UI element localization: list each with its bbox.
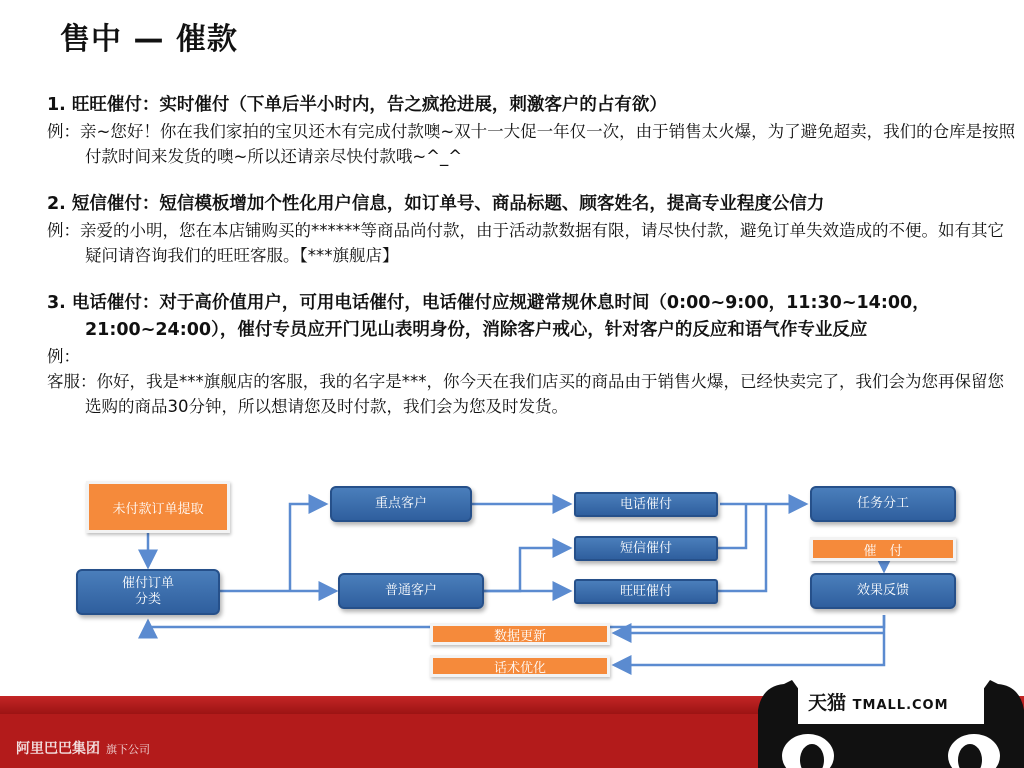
- alibaba-logo: [16, 738, 150, 758]
- script-optimize-box: 话术优化: [430, 655, 610, 677]
- arrow-normal-sms: [484, 548, 570, 591]
- content-body: [47, 92, 1017, 419]
- brand-name: 阿里巴巴集团: [16, 741, 100, 757]
- section-2-example: 例：亲爱的小明，您在本店铺购买的******等商品尚付款，由于活动款数据有限，请尽快付款，避免订单失效造成的不便。如有其它疑问请咨询我们的旺旺客服。【***旗舰店】: [47, 221, 1004, 265]
- page-title: 售中 — 催款: [60, 22, 238, 57]
- connector-sms: [718, 504, 746, 548]
- process-diagram: [0, 475, 1024, 685]
- arrow-feedback-script: [614, 615, 884, 665]
- normal-customer-box: 普通客户: [338, 573, 484, 609]
- wangwang-collect-box: 旺旺催付: [574, 579, 718, 604]
- section-2-heading: 2. 短信催付：短信模板增加个性化用户信息，如订单号、商品标题、顾客姓名，提高专业程度公信力: [47, 194, 825, 214]
- phone-collect-box: 电话催付: [574, 492, 718, 517]
- extract-box: 未付款订单提取: [86, 481, 230, 533]
- section-3-example: 客服：你好，我是***旗舰店的客服，我的名字是***，你今天在我们店买的商品由于销售火爆，已经快卖完了，我们会为您再保留您选购的商品30分钟，所以想请您及时付款，我们会为您及时发货。: [47, 372, 1004, 416]
- sms-collect-box: 短信催付: [574, 536, 718, 561]
- section-3-heading: 3. 电话催付：对于高价值用户，可用电话催付，电话催付应规避常规休息时间（0:00~9:00，11:30~14:00，21:00~24:00），催付专员应开门见山表明身份，消除客户戒心，针对客户的反应和语气作专业反应: [47, 293, 930, 340]
- section-1-heading: 1. 旺旺催付：实时催付（下单后半小时内，告之疯抢进展，刺激客户的占有欲）: [47, 95, 667, 115]
- section-3-example-label: 例：: [47, 347, 80, 366]
- section-1-example: 例：亲~您好！你在我们家拍的宝贝还木有完成付款噢~双十一大促一年仅一次，由于销售太火爆，为了避免超卖，我们的仓库是按照付款时间来发货的噢~所以还请亲尽快付款哦~^_^: [47, 122, 1016, 166]
- tmall-en: TMALL.COM: [852, 698, 949, 713]
- tmall-wordmark: [808, 688, 949, 715]
- task-assign-box: 任务分工: [810, 486, 956, 522]
- classify-box: 催付订单 分类: [76, 569, 220, 615]
- collect-box: 催 付: [810, 537, 956, 561]
- feedback-box: 效果反馈: [810, 573, 956, 609]
- arrow-classify-key: [290, 504, 326, 591]
- tmall-cn: 天猫: [808, 692, 847, 714]
- key-customer-box: 重点客户: [330, 486, 472, 522]
- brand-sub: 旗下公司: [106, 743, 150, 756]
- data-update-box: 数据更新: [430, 623, 610, 645]
